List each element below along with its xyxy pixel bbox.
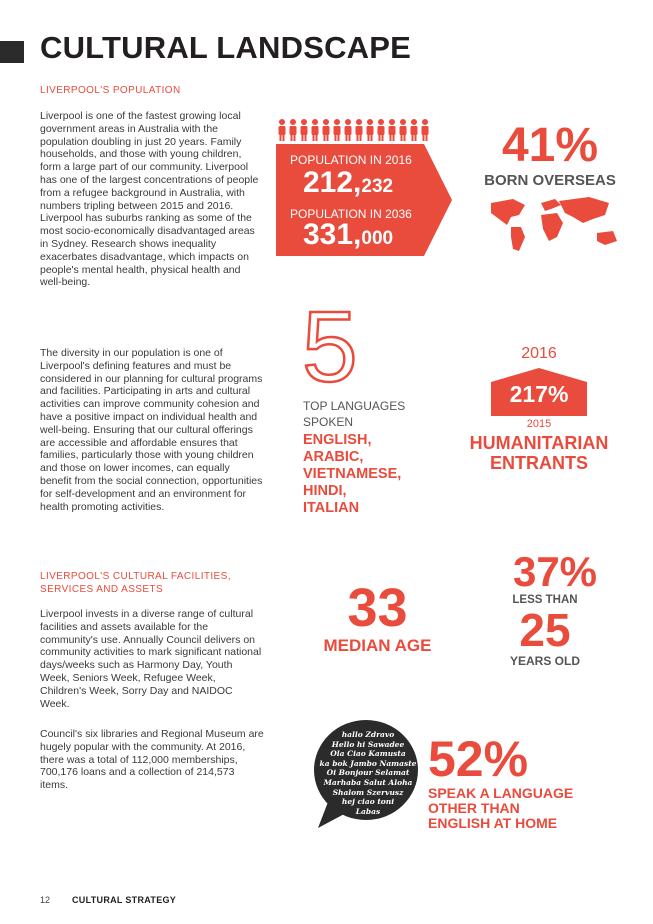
- median-age-label: MEDIAN AGE: [323, 636, 432, 655]
- facilities-paragraph-2: Council's six libraries and Regional Museum are hugely popular with the community. At 2016, there was a total of 112,000 memberships, 700,176 loans and a collection of 214,573 items.: [40, 728, 264, 792]
- population-paragraph-2: The diversity in our population is one of Liverpool's defining features and must be considered in our planning for cultural programs and facilities. Participating in arts and cultural activities can improve community cohesion and have a positive impact on individual health and well-being. Ensuring that our cultural offerings are accessible and affordable ensures that families, particularly those with young children and those on lower incomes, can equally benefit from the social connection, opportunities for self-development and an environment for health promoting activities.: [40, 347, 263, 513]
- language-label-line: OTHER THAN: [428, 800, 520, 816]
- language-label: [428, 786, 573, 831]
- pop-2036-value: [303, 218, 393, 252]
- language-item: ARABIC,: [303, 449, 364, 465]
- median-age: 33: [347, 578, 408, 638]
- heading-marker: [0, 41, 24, 63]
- humanitarian-label-line-1: HUMANITARIAN: [469, 433, 609, 453]
- language-item: ENGLISH,: [303, 432, 372, 448]
- language-label-line: SPEAK A LANGUAGE: [428, 785, 574, 801]
- humanitarian-label: [448, 433, 630, 473]
- humanitarian-year: 2016: [521, 345, 557, 362]
- greeting-line: Marhaba Salut Aloha: [323, 777, 413, 787]
- humanitarian-label-line-2: ENTRANTS: [490, 453, 588, 473]
- greeting-line: Labas: [355, 806, 381, 816]
- page-title: CULTURAL LANDSCAPE: [40, 30, 411, 65]
- greeting-line: Oi Bonjour Selamat: [326, 768, 410, 778]
- languages-count: 5: [302, 291, 358, 403]
- pop-2036-label: POPULATION IN 2036: [290, 207, 412, 221]
- pop-2016-minor: 232: [361, 176, 394, 197]
- pop-2016-value: [303, 166, 393, 200]
- greeting-line: Ola Ciao Kamusta: [330, 749, 406, 759]
- humanitarian-base-year: 2015: [526, 418, 552, 430]
- language-percent: 52%: [428, 731, 529, 787]
- greeting-line: Hello hi Sawadee: [331, 739, 405, 749]
- pop-2016-label: POPULATION IN 2016: [290, 153, 412, 167]
- young-less-than: LESS THAN: [512, 594, 578, 606]
- language-label-line: ENGLISH AT HOME: [428, 815, 558, 831]
- pop-2036-major: 331,: [303, 218, 362, 251]
- pop-2036-minor: 000: [361, 228, 394, 249]
- greeting-line: Shalom Szervusz: [332, 787, 404, 797]
- humanitarian-percent: 217%: [509, 381, 569, 407]
- greetings-text: [318, 730, 418, 816]
- language-item: VIETNAMESE,: [303, 466, 402, 482]
- young-age: 25: [519, 604, 571, 656]
- overseas-percent: 41%: [501, 119, 599, 172]
- greeting-line: ka bok Jambo Namaste: [319, 758, 417, 768]
- language-item: ITALIAN: [303, 500, 360, 516]
- facilities-paragraph-1: Liverpool invests in a diverse range of cultural facilities and assets available for the community's use. Annually Council delivers on community activities to mark significant national days/weeks such as Harmony Day, Youth Week, Seniors Week, Refugee Week, Children's Week, Sorry Day and NAIDOC Week.: [40, 608, 262, 710]
- greeting-line: hej ciao toni: [341, 797, 395, 807]
- population-paragraph-1: Liverpool is one of the fastest growing local government areas in Australia with the population doubling in just 20 years. Family households, and those with young children, form a large part of our community. Liverpool has one of the largest concentrations of people from a refugee background in Australia, with numbers tripling between 2015 and 2016. Liverpool has suburbs ranking as some of the most socio-economically disadvantaged areas in Sydney. Research shows inequality exacerbates disadvantage, which impacts on people's mental health, physical health and well-being.: [40, 110, 259, 289]
- young-percent: 37%: [512, 548, 598, 595]
- population-heading: LIVERPOOL'S POPULATION: [40, 85, 181, 96]
- world-map-icon: [485, 193, 625, 255]
- page-number: 12: [40, 895, 51, 905]
- languages-label: TOP LANGUAGES SPOKEN: [303, 399, 406, 429]
- languages-list: [303, 432, 401, 517]
- greeting-line: hallo Zdravo: [341, 730, 395, 739]
- facilities-heading: LIVERPOOL'S CULTURAL FACILITIES, SERVICES AND ASSETS: [40, 571, 231, 595]
- overseas-label: BORN OVERSEAS: [484, 172, 616, 189]
- pop-2016-major: 212,: [303, 166, 362, 199]
- people-icons: [279, 119, 429, 141]
- language-item: HINDI,: [303, 483, 347, 499]
- young-label: YEARS OLD: [509, 654, 580, 668]
- footer-label: CULTURAL STRATEGY: [72, 895, 177, 905]
